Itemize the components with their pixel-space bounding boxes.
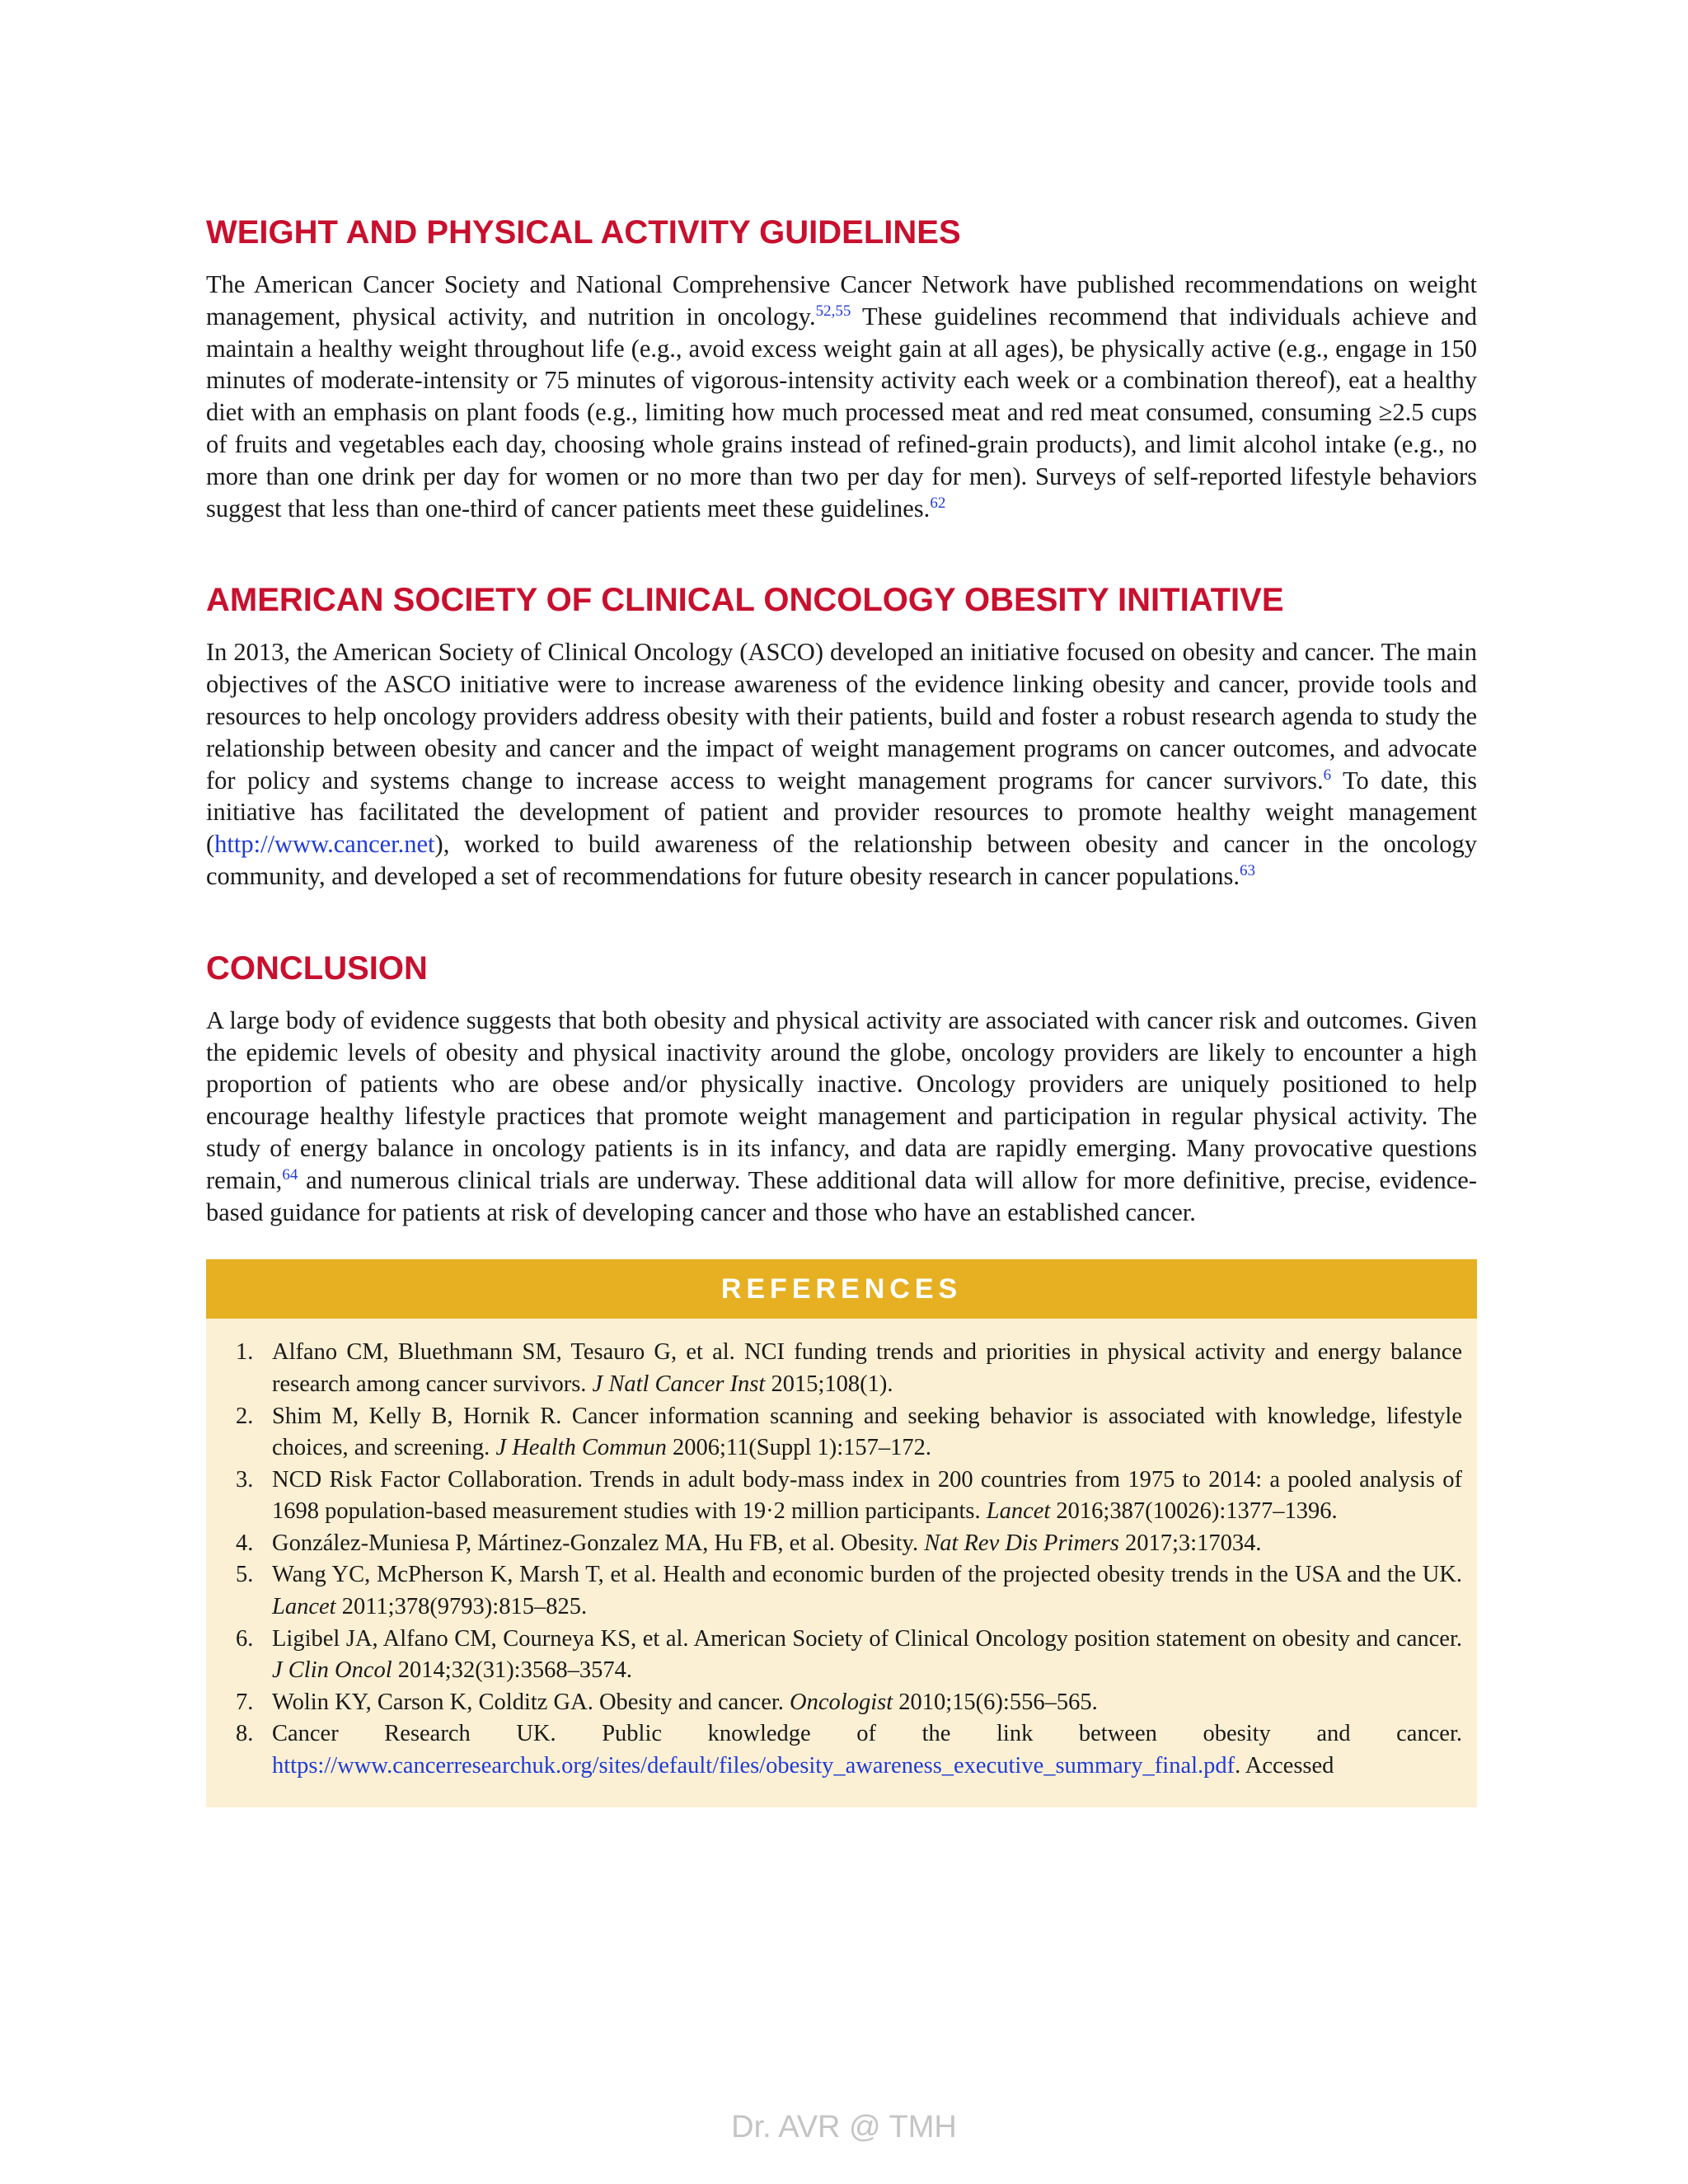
section-title-asco: AMERICAN SOCIETY OF CLINICAL ONCOLOGY OBESITY INITIATIVE bbox=[206, 582, 1284, 619]
references-list bbox=[206, 1319, 1477, 1807]
reference-text: Shim M, Kelly B, Hornik R. Cancer information scanning and seeking behavior is associated with knowledge, lifestyle choices, and screening. bbox=[272, 1403, 1462, 1461]
paragraph-asco bbox=[206, 636, 1477, 892]
text-segment: A large body of evidence suggests that both obesity and physical activity are associated with cancer risk and outcomes. Given the epidemic levels of obesity and physical inactivity around the globe, oncology providers are likely to encounter a high proportion of patients who are obese and/or physically inactive. Oncology providers are uniquely positioned to help encourage healthy lifestyle practices that promote weight management and participation in regular physical activity. The study of energy balance in oncology patients is in its infancy, and data are rapidly emerging. Many provocative questions remain, bbox=[206, 1005, 1477, 1194]
reference-number: 2. bbox=[236, 1403, 254, 1429]
text-segment: In 2013, the American Society of Clinical Oncology (ASCO) developed an initiative focused on obesity and cancer. The main objectives of the ASCO initiative were to increase awareness of the evidence linking obesity and cancer, provide tools and resources to help oncology providers address obesity with their patients, build and foster a robust research agenda to study the relationship between obesity and cancer and the impact of weight management programs on cancer outcomes, and advocate for policy and systems change to increase access to weight management programs for cancer survivors. bbox=[206, 638, 1477, 794]
reference-details: 2014;32(31):3568–3574. bbox=[392, 1657, 632, 1684]
reference-journal: Nat Rev Dis Primers bbox=[924, 1530, 1119, 1556]
reference-text: Alfano CM, Bluethmann SM, Tesauro G, et al. NCI funding trends and priorities in physical activity and energy balance research among cancer survivors. bbox=[272, 1339, 1462, 1397]
citation-link[interactable]: 62 bbox=[930, 494, 946, 512]
reference-number: 8. bbox=[236, 1721, 254, 1747]
reference-text: Cancer Research UK. Public knowledge of the link between obesity and cancer. bbox=[272, 1721, 1462, 1747]
section-title-weight: WEIGHT AND PHYSICAL ACTIVITY GUIDELINES bbox=[206, 214, 961, 251]
references-header: REFERENCES bbox=[206, 1259, 1477, 1319]
reference-details: 2011;378(9793):815–825. bbox=[335, 1594, 588, 1620]
reference-journal: Oncologist bbox=[790, 1689, 893, 1715]
section-conclusion bbox=[206, 949, 1477, 1229]
reference-item bbox=[206, 1687, 1462, 1719]
text-segment: These guidelines recommend that individuals achieve and maintain a healthy weight throughout life (e.g., avoid excess weight gain at all ages), be physically active (e.g., engage in 150 minutes of moderate-intensity or 75 minutes of vigorous-intensity activity each week or a combination thereof), eat a healthy diet with an emphasis on plant foods (e.g., limiting how much processed meat and red meat consumed, consuming ≥2.5 cups of fruits and vegetables each day, choosing whole grains instead of refined-grain products), and limit alcohol intake (e.g., no more than one drink per day for women or no more than two per day for men). Surveys of self-reported lifestyle behaviors suggest that less than one-third of cancer patients meet these guidelines. bbox=[206, 302, 1478, 523]
reference-details: 2010;15(6):556–565. bbox=[893, 1689, 1098, 1715]
citation-link[interactable]: 64 bbox=[282, 1165, 298, 1183]
reference-item bbox=[206, 1718, 1462, 1782]
reference-item bbox=[206, 1401, 1462, 1465]
text-segment: The American Cancer Society and National Comprehensive Cancer Network have published recommendations on weight management, physical activity, and nutrition in oncology. bbox=[206, 270, 1477, 330]
cancer-net-link[interactable]: http://www.cancer.net bbox=[214, 830, 435, 859]
reference-journal: J Health Commun bbox=[495, 1435, 667, 1461]
reference-journal: J Natl Cancer Inst bbox=[592, 1371, 766, 1397]
paragraph-conclusion bbox=[206, 1005, 1477, 1229]
reference-journal: J Clin Oncol bbox=[272, 1657, 392, 1684]
reference-number: 3. bbox=[236, 1466, 254, 1493]
citation-link[interactable]: 52,55 bbox=[815, 302, 851, 320]
citation-link[interactable]: 63 bbox=[1240, 861, 1256, 879]
reference-item bbox=[206, 1624, 1462, 1687]
reference-text: González-Muniesa P, Mártinez-Gonzalez MA, Hu FB, et al. Obesity. bbox=[272, 1530, 925, 1556]
section-asco-initiative bbox=[206, 580, 1477, 892]
section-title-conclusion: CONCLUSION bbox=[206, 949, 428, 987]
reference-details: . Accessed bbox=[1235, 1753, 1334, 1779]
reference-number: 4. bbox=[236, 1530, 254, 1556]
citation-link[interactable]: 6 bbox=[1323, 766, 1332, 784]
reference-details: 2017;3:17034. bbox=[1118, 1530, 1262, 1556]
reference-url-link[interactable]: https://www.cancerresearchuk.org/sites/default/files/obesity_awareness_executive_summary_final.pdf bbox=[272, 1753, 1236, 1779]
reference-item bbox=[206, 1559, 1462, 1623]
reference-text: NCD Risk Factor Collaboration. Trends in adult body-mass index in 200 countries from 1975 to 2014: a pooled analysis of 1698 population-based measurement studies with 19·2 million participants. bbox=[272, 1466, 1462, 1525]
text-segment: ), worked to build awareness of the relationship between obesity and cancer in the oncology community, and developed a set of recommendations for future obesity research in cancer populations. bbox=[206, 830, 1477, 890]
references-box bbox=[206, 1259, 1477, 1807]
reference-item bbox=[206, 1465, 1462, 1528]
text-segment: To date, this initiative has facilitated the development of patient and provider resources to promote healthy weight management ( bbox=[206, 766, 1477, 859]
reference-text: Ligibel JA, Alfano CM, Courneya KS, et al. American Society of Clinical Oncology position statement on obesity and cancer. bbox=[272, 1625, 1462, 1652]
watermark-footer: Dr. AVR @ TMH bbox=[731, 2110, 957, 2144]
reference-number: 5. bbox=[236, 1562, 254, 1588]
paragraph-weight bbox=[206, 269, 1477, 524]
text-segment: and numerous clinical trials are underway. These additional data will allow for more definitive, precise, evidence-based guidance for patients at risk of developing cancer and those who have an established cancer. bbox=[206, 1165, 1477, 1226]
article-body bbox=[206, 213, 1477, 1807]
reference-item bbox=[206, 1528, 1462, 1560]
reference-number: 1. bbox=[236, 1339, 254, 1366]
reference-details: 2016;387(10026):1377–1396. bbox=[1050, 1498, 1338, 1525]
reference-journal: Lancet bbox=[272, 1594, 336, 1620]
reference-text: Wolin KY, Carson K, Colditz GA. Obesity and cancer. bbox=[272, 1689, 790, 1715]
reference-number: 6. bbox=[236, 1625, 254, 1652]
reference-text: Wang YC, McPherson K, Marsh T, et al. Health and economic burden of the projected obesity trends in the USA and the UK. bbox=[272, 1562, 1462, 1588]
reference-details: 2015;108(1). bbox=[765, 1371, 893, 1397]
reference-journal: Lancet bbox=[986, 1498, 1051, 1525]
section-weight-guidelines bbox=[206, 213, 1477, 524]
reference-item bbox=[206, 1337, 1462, 1400]
reference-number: 7. bbox=[236, 1689, 254, 1715]
reference-details: 2006;11(Suppl 1):157–172. bbox=[666, 1435, 931, 1461]
